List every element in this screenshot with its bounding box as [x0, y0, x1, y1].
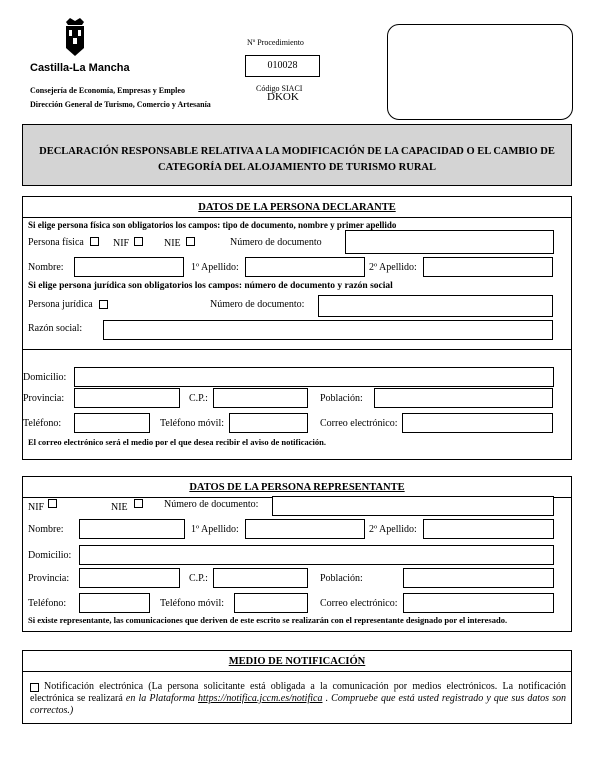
title-box: [22, 124, 572, 186]
rep-provincia-label: Provincia:: [28, 573, 70, 584]
declarante-title: DATOS DE LA PERSONA DECLARANTE: [198, 202, 396, 213]
logo-text: Castilla-La Mancha: [30, 62, 130, 74]
rep-telefono-movil-label: Teléfono móvil:: [160, 598, 225, 609]
procedimiento-label: Nº Procedimiento: [247, 38, 304, 47]
consejeria-text: Consejería de Economía, Empresas y Empleo: [30, 86, 185, 95]
rep-correo-label: Correo electrónico:: [320, 598, 398, 609]
apellido2-label: 2º Apellido:: [369, 262, 417, 273]
provincia-field[interactable]: [74, 388, 180, 408]
notificacion-text-italic1: en la Plataforma: [125, 693, 199, 704]
rep-telefono-label: Teléfono:: [28, 598, 67, 609]
rep-nif-label: NIF: [28, 502, 45, 513]
rep-poblacion-field[interactable]: [403, 568, 554, 588]
rep-note: Si existe representante, las comunicaciones que deriven de este escrito se realizarán con el representante designado por el interesado.: [28, 615, 508, 625]
rep-provincia-field[interactable]: [79, 568, 180, 588]
cp-label: C.P.:: [189, 393, 208, 404]
provincia-label: Provincia:: [23, 393, 65, 404]
rep-cp-label: C.P.:: [189, 573, 208, 584]
poblacion-field[interactable]: [374, 388, 553, 408]
poblacion-label: Población:: [320, 393, 363, 404]
rep-apellido2-label: 2º Apellido:: [369, 524, 417, 535]
procedimiento-value: 010028: [267, 60, 298, 71]
notificacion-text: [30, 681, 566, 717]
nie-checkbox[interactable]: [186, 237, 195, 246]
persona-juridica-checkbox[interactable]: [99, 300, 108, 309]
domicilio-label: Domicilio:: [23, 372, 67, 383]
fisica-note: Si elige persona física son obligatorios los campos: tipo de documento, nombre y primer apellido: [28, 220, 397, 230]
nombre-label: Nombre:: [28, 262, 64, 273]
direccion-text: Dirección General de Turismo, Comercio y Artesanía: [30, 100, 211, 109]
correo-label: Correo electrónico:: [320, 418, 398, 429]
rep-cp-field[interactable]: [213, 568, 308, 588]
representante-title: DATOS DE LA PERSONA REPRESENTANTE: [189, 482, 405, 493]
rep-telefono-movil-field[interactable]: [234, 593, 308, 613]
rep-apellido1-label: 1º Apellido:: [191, 524, 239, 535]
rep-telefono-field[interactable]: [79, 593, 150, 613]
nie-label: NIE: [164, 238, 181, 249]
rep-numero-documento-field[interactable]: [272, 496, 554, 516]
apellido1-label: 1º Apellido:: [191, 262, 239, 273]
rep-nie-label: NIE: [111, 502, 128, 513]
apellido1-field[interactable]: [245, 257, 365, 277]
rep-domicilio-label: Domicilio:: [28, 550, 72, 561]
nif-checkbox[interactable]: [134, 237, 143, 246]
telefono-movil-field[interactable]: [229, 413, 308, 433]
rep-nombre-label: Nombre:: [28, 524, 64, 535]
correo-field[interactable]: [402, 413, 553, 433]
telefono-label: Teléfono:: [23, 418, 62, 429]
telefono-movil-label: Teléfono móvil:: [160, 418, 225, 429]
rep-poblacion-label: Población:: [320, 573, 363, 584]
coat-of-arms-icon: [62, 16, 88, 58]
telefono-field[interactable]: [74, 413, 150, 433]
razon-social-field[interactable]: [103, 320, 553, 340]
rep-nif-checkbox[interactable]: [48, 499, 57, 508]
cp-field[interactable]: [213, 388, 308, 408]
persona-fisica-label: Persona física: [28, 237, 84, 248]
numero-documento-label: Número de documento: [230, 237, 322, 248]
siaci-value: DKOK: [267, 91, 299, 103]
persona-fisica-checkbox[interactable]: [90, 237, 99, 246]
rep-nie-checkbox[interactable]: [134, 499, 143, 508]
apellido2-field[interactable]: [423, 257, 553, 277]
page-title: DECLARACIÓN RESPONSABLE RELATIVA A LA MODIFICACIÓN DE LA CAPACIDAD O EL CAMBIO DE CATEGORÍA DEL ALOJAMIENTO DE TURISMO RURAL: [39, 146, 555, 173]
rep-correo-field[interactable]: [403, 593, 554, 613]
notificacion-title: MEDIO DE NOTIFICACIÓN: [228, 656, 366, 667]
nombre-field[interactable]: [74, 257, 184, 277]
procedimiento-box: [245, 55, 320, 77]
persona-juridica-label: Persona jurídica: [28, 299, 93, 310]
rep-numero-documento-label: Número de documento:: [164, 499, 259, 510]
rep-apellido2-field[interactable]: [423, 519, 554, 539]
notificacion-text-italic2: . Compruebe que está usted registrado y que sus datos son correctos.): [30, 693, 566, 716]
rep-apellido1-field[interactable]: [245, 519, 365, 539]
razon-social-label: Razón social:: [28, 323, 83, 334]
notificacion-text-main: Notificación electrónica (La persona solicitante está obligada a la comunicación por medios electrónicos. La notificación electrónica se realizará: [30, 681, 566, 704]
juridica-note: Si elige persona jurídica son obligatorios los campos: número de documento y razón social: [28, 281, 393, 291]
numero-documento-2-field[interactable]: [318, 295, 553, 317]
numero-documento-field[interactable]: [345, 230, 554, 254]
rep-domicilio-field[interactable]: [79, 545, 554, 565]
registro-stamp-box: [387, 24, 573, 120]
siaci-label: Código SIACI: [256, 84, 303, 93]
nif-label: NIF: [113, 238, 130, 249]
domicilio-field[interactable]: [74, 367, 554, 387]
numero-documento-2-label: Número de documento:: [210, 299, 305, 310]
rep-nombre-field[interactable]: [79, 519, 185, 539]
email-note: El correo electrónico será el medio por el que desea recibir el aviso de notificación.: [28, 437, 326, 447]
notificacion-link[interactable]: https://notifica.jccm.es/notifica: [198, 693, 323, 704]
